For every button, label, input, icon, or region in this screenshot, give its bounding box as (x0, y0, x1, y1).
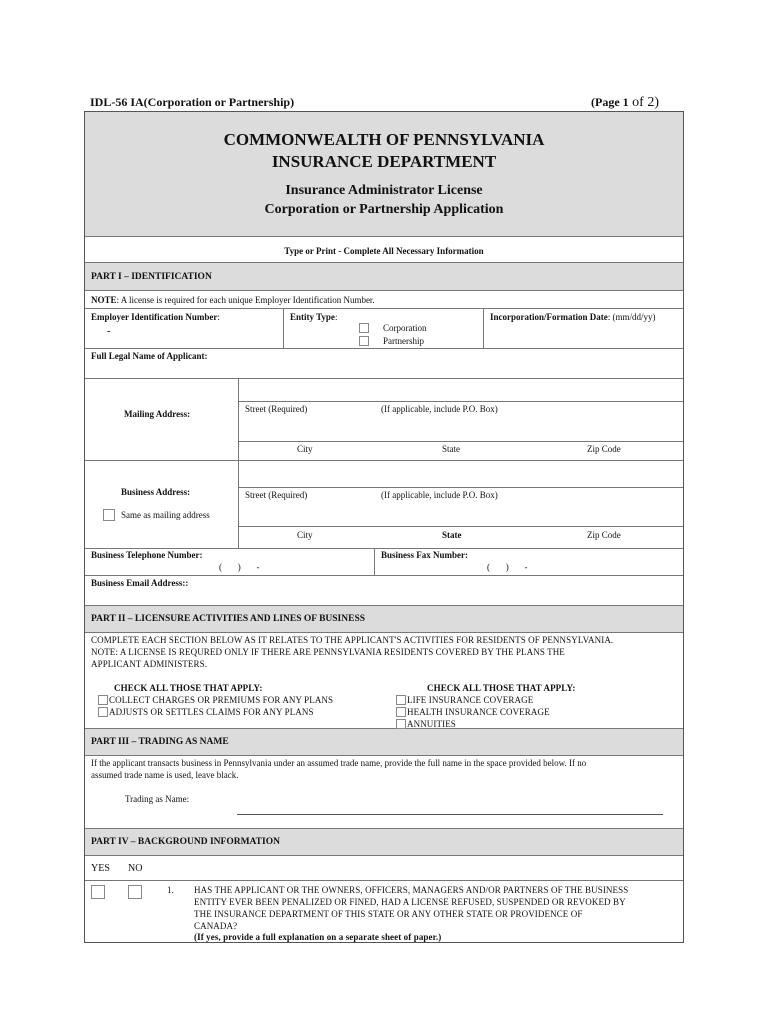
business-zip-label: Zip Code (587, 530, 621, 540)
email-label: Business Email Address:: (91, 578, 189, 588)
entity-label: Entity Type (290, 312, 335, 322)
no-header: NO (128, 863, 143, 874)
legal-name-label: Full Legal Name of Applicant: (91, 351, 208, 361)
email-row (85, 576, 683, 606)
divider (483, 309, 484, 348)
entity-colon: : (334, 312, 338, 322)
part4-heading: PART IV – BACKGROUND INFORMATION (85, 829, 683, 856)
collect-charges-checkbox[interactable] (98, 695, 108, 705)
trading-name-label: Trading as Name: (125, 794, 190, 804)
annuities-checkbox[interactable] (396, 719, 406, 729)
date-hint: : (mm/dd/yy) (607, 312, 656, 322)
fax-input[interactable] (483, 560, 673, 574)
question-1 (85, 881, 683, 942)
partnership-checkbox[interactable] (359, 336, 369, 346)
ein-label: Employer Identification Number (91, 312, 218, 322)
mailing-address-label: Mailing Address: (124, 409, 191, 419)
title-block (85, 112, 683, 237)
note-row (85, 291, 683, 309)
telephone-input[interactable] (215, 560, 370, 574)
annuities-label: ANNUITIES (407, 719, 456, 729)
partnership-label: Partnership (383, 336, 424, 346)
divider (283, 309, 284, 348)
business-po-hint: (If applicable, include P.O. Box) (381, 490, 498, 500)
mailing-line-input[interactable] (241, 381, 679, 399)
mailing-state-label: State (442, 444, 460, 454)
divider (238, 487, 683, 488)
note-body: : A license is required for each unique Employer Identification Number. (116, 295, 375, 305)
application-form (84, 111, 684, 943)
divider (238, 526, 683, 527)
ein-input[interactable] (89, 323, 279, 345)
life-insurance-checkbox[interactable] (396, 695, 406, 705)
instruction-row (85, 237, 683, 263)
fax-format: ( ) - (487, 562, 528, 572)
page-suffix: of 2) (628, 95, 659, 110)
divider (238, 441, 683, 442)
title-line-1: COMMONWEALTH OF PENNSYLVANIA (223, 130, 545, 149)
date-label: Incorporation/Formation Date (490, 312, 608, 322)
q1-number: 1. (167, 885, 174, 895)
mailing-street-label: Street (Required) (245, 404, 308, 414)
entity-field-label (290, 312, 337, 322)
mailing-street-input[interactable] (241, 415, 679, 439)
q1-note: (If yes, provide a full explanation on a separate sheet of paper.) (194, 932, 442, 942)
health-insurance-label: HEALTH INSURANCE COVERAGE (407, 707, 550, 717)
form-id: IDL-56 IA(Corporation or Partnership) (90, 95, 295, 109)
divider (238, 461, 239, 548)
business-street-label: Street (Required) (245, 490, 308, 500)
page-prefix: (Page 1 (591, 95, 629, 109)
business-state-label: State (442, 530, 462, 540)
yes-header: YES (91, 863, 110, 874)
mailing-address-block (85, 379, 683, 461)
ein-field-label (91, 312, 220, 322)
note-text (91, 295, 375, 305)
page-indicator (591, 93, 659, 111)
email-input[interactable] (195, 578, 675, 602)
part3-heading: PART III – TRADING AS NAME (85, 729, 683, 756)
mailing-zip-label: Zip Code (587, 444, 621, 454)
date-field-label (490, 312, 655, 322)
q1-line-4: CANADA? (194, 921, 238, 931)
part1-heading: PART I – IDENTIFICATION (85, 263, 683, 291)
divider (238, 401, 683, 402)
legal-name-row (85, 349, 683, 379)
right-check-heading: CHECK ALL THOSE THAT APPLY: (427, 683, 576, 693)
q1-line-1: HAS THE APPLICANT OR THE OWNERS, OFFICERS, MANAGERS AND/OR PARTNERS OF THE BUSINESS (194, 885, 629, 895)
business-street-input[interactable] (241, 501, 679, 524)
divider (238, 379, 239, 460)
title-line-2: INSURANCE DEPARTMENT (271, 152, 497, 171)
part2-heading: PART II – LICENSURE ACTIVITIES AND LINES OF BUSINESS (85, 606, 683, 633)
part2-intro-line-1: COMPLETE EACH SECTION BELOW AS IT RELATES TO THE APPLICANT'S ACTIVITIES FOR RESIDENTS OF PENNSYLVANIA. (91, 635, 614, 645)
part3-body (85, 756, 683, 829)
business-city-label: City (297, 530, 313, 540)
life-insurance-label: LIFE INSURANCE COVERAGE (407, 695, 534, 705)
part2-intro-line-3: APPLICANT ADMINISTERS. (91, 659, 208, 669)
part3-text-line-1: If the applicant transacts business in Pennsylvania under an assumed trade name, provide the full name in the space provided below. If no (91, 758, 587, 768)
subtitle-line-1: Insurance Administrator License (285, 183, 483, 198)
legal-name-input[interactable] (245, 351, 675, 375)
ein-dash: - (107, 326, 111, 337)
business-address-label: Business Address: (121, 487, 191, 497)
corporation-checkbox[interactable] (359, 323, 369, 333)
business-line-input[interactable] (241, 463, 679, 485)
telephone-label: Business Telephone Number: (91, 550, 203, 560)
instruction-text: Type or Print - Complete All Necessary Information (284, 246, 484, 256)
collect-charges-label: COLLECT CHARGES OR PREMIUMS FOR ANY PLANS (109, 695, 334, 705)
mailing-po-hint: (If applicable, include P.O. Box) (381, 404, 498, 414)
q1-line-2: ENTITY EVER BEEN PENALIZED OR FINED, HAD A LICENSE REFUSED, SUSPENDED OR REVOKED BY (194, 897, 626, 907)
note-label: NOTE (91, 295, 117, 305)
divider (374, 549, 375, 575)
mailing-city-label: City (297, 444, 313, 454)
left-check-heading: CHECK ALL THOSE THAT APPLY: (114, 683, 263, 693)
part2-body (85, 633, 683, 729)
same-as-mailing-checkbox[interactable] (103, 509, 115, 521)
ein-colon: : (217, 312, 220, 322)
business-address-block (85, 461, 683, 549)
adjusts-claims-label: ADJUSTS OR SETTLES CLAIMS FOR ANY PLANS (109, 707, 314, 717)
phone-fax-row (85, 549, 683, 576)
part3-text-line-2: assumed trade name is used, leave black. (91, 770, 239, 780)
trading-name-input[interactable] (237, 792, 663, 815)
subtitle-line-2: Corporation or Partnership Application (264, 202, 504, 217)
q1-line-3: THE INSURANCE DEPARTMENT OF THIS STATE OR ANY OTHER STATE OR PROVIDENCE OF (194, 909, 583, 919)
same-as-mailing-label: Same as mailing address (121, 510, 210, 520)
health-insurance-checkbox[interactable] (396, 707, 406, 717)
q1-no-checkbox[interactable] (128, 885, 142, 899)
yes-no-header-row (85, 856, 683, 881)
part2-intro-line-2: NOTE: A LICENSE IS REQURED ONLY IF THERE ARE PENNSYLVANIA RESIDENTS COVERED BY THE PLANS THE (91, 647, 565, 657)
telephone-format: ( ) - (219, 562, 260, 572)
adjusts-claims-checkbox[interactable] (98, 707, 108, 717)
corporation-label: Corporation (383, 323, 427, 333)
identification-row (85, 309, 683, 349)
q1-yes-checkbox[interactable] (91, 885, 105, 899)
date-input[interactable] (487, 323, 677, 345)
fax-label: Business Fax Number: (381, 550, 469, 560)
